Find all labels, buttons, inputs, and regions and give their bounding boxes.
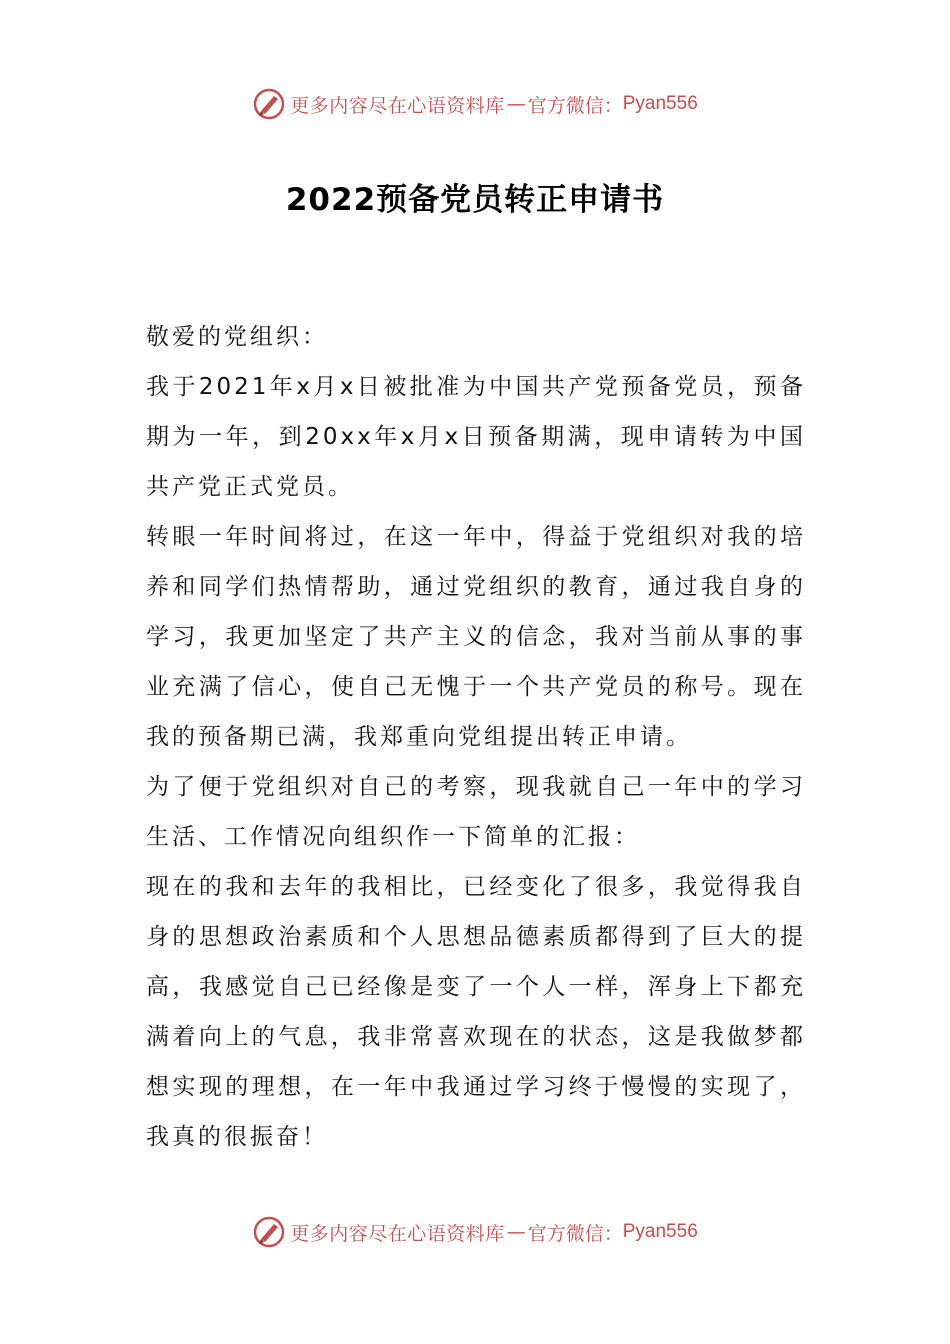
footer-watermark: [0, 1212, 950, 1252]
watermark-label: 官方微信：: [527, 1222, 623, 1245]
watermark-wechat-id: Pyan556: [622, 93, 698, 114]
paragraph: 现在的我和去年的我相比，已经变化了很多，我觉得我自身的思想政治素质和个人思想品德素质都得到了巨大的提高，我感觉自己已经像是变了一个人一样，浑身上下都充满着向上的气息，我非常喜欢现在的状态，这是我做梦都想实现的理想，在一年中我通过学习终于慢慢的实现了，我真的很振奋！: [146, 874, 806, 1150]
paragraph: 为了便于党组织对自己的考察，现我就自己一年中的学习生活、工作情况向组织作一下简单的汇报：: [146, 774, 806, 850]
watermark-separator: —: [506, 93, 526, 115]
salutation: 敬爱的党组织：: [146, 324, 328, 350]
watermark-label: 官方微信：: [527, 94, 623, 117]
watermark-separator: —: [506, 1221, 526, 1243]
watermark-wechat-id: Pyan556: [622, 1221, 698, 1242]
pen-logo-icon: [252, 87, 286, 121]
pen-logo-icon: [252, 1215, 286, 1249]
header-watermark: [0, 84, 950, 124]
document-body: [146, 312, 806, 1162]
paragraph: 我于2021年x月x日被批准为中国共产党预备党员，预备期为一年，到20xx年x月x日预备期满，现申请转为中国共产党正式党员。: [146, 374, 806, 500]
watermark-brand: 更多内容尽在心语资料库: [290, 1222, 505, 1245]
paragraph: 转眼一年时间将过，在这一年中，得益于党组织对我的培养和同学们热情帮助，通过党组织的教育，通过我自身的学习，我更加坚定了共产主义的信念，我对当前从事的事业充满了信心，使自己无愧于一个共产党员的称号。现在我的预备期已满，我郑重向党组提出转正申请。: [146, 524, 806, 750]
watermark-brand: 更多内容尽在心语资料库: [290, 94, 505, 117]
document-title: 2022预备党员转正申请书: [285, 182, 665, 218]
